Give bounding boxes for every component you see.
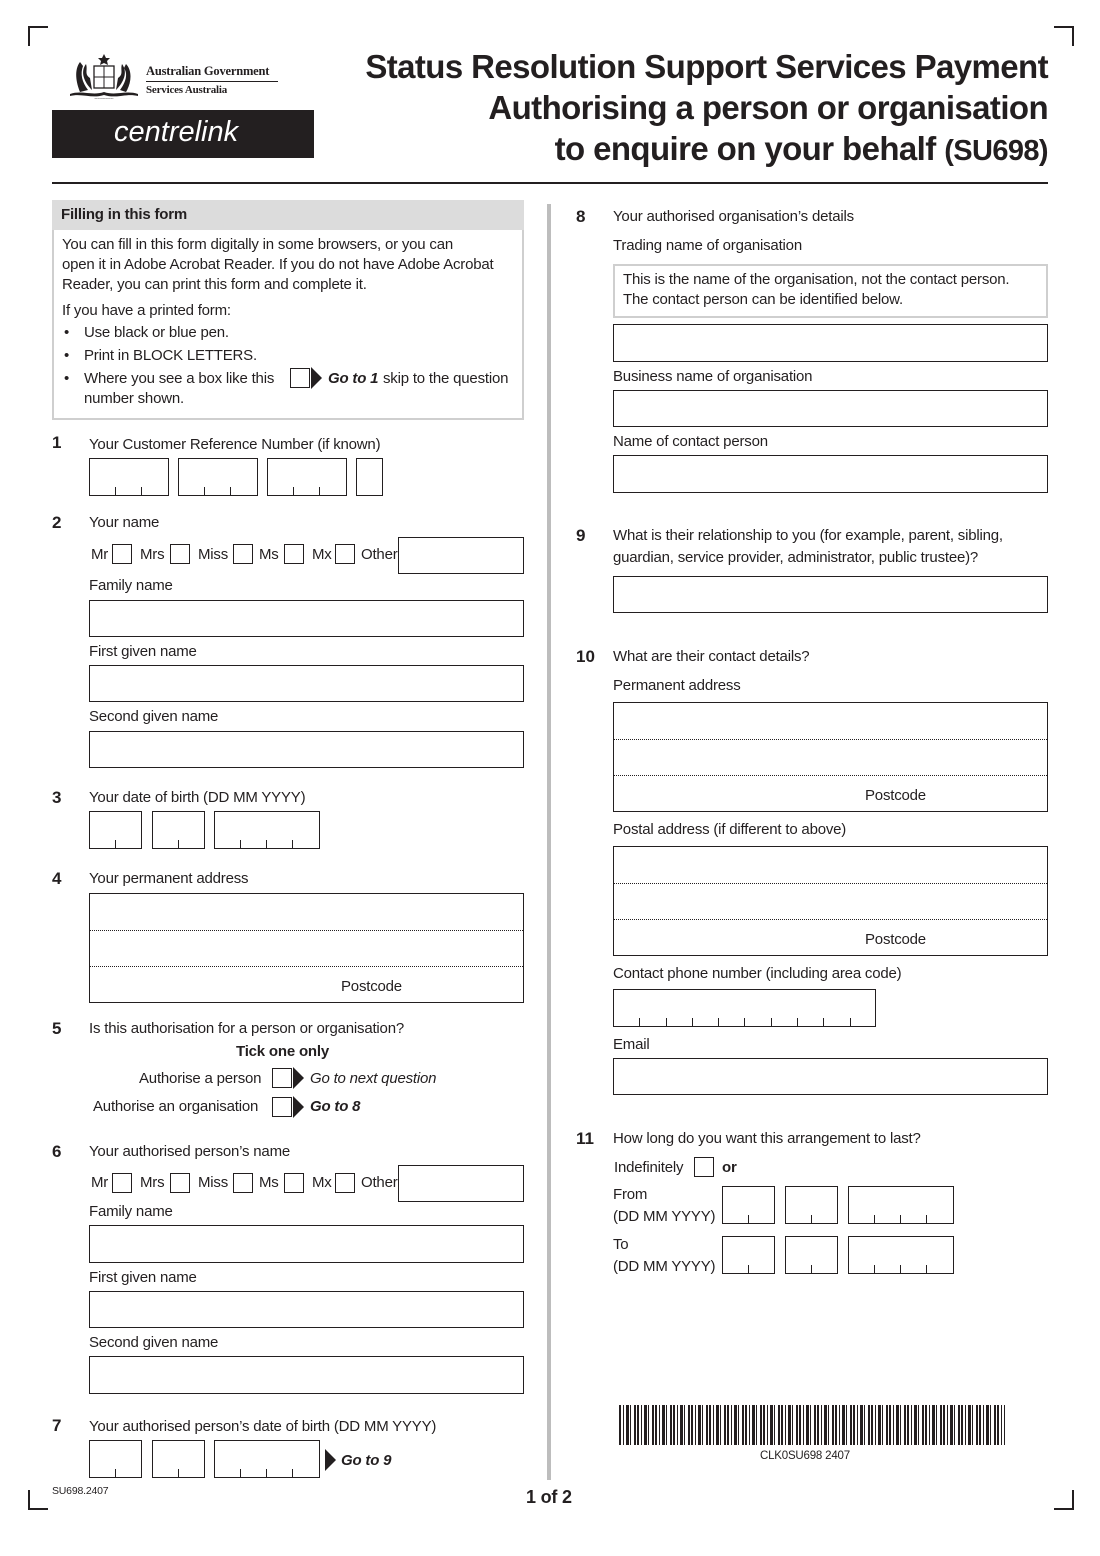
- email-label: Email: [613, 1036, 650, 1053]
- filling-heading: Filling in this form: [61, 206, 187, 223]
- auth-dob-month-field[interactable]: [152, 1440, 205, 1478]
- question-label: guardian, service provider, administrator, public trustee)?: [613, 549, 979, 566]
- note-line: The contact person can be identified below.: [623, 291, 903, 308]
- contact-person-field[interactable]: [613, 455, 1048, 493]
- auth-family-name-field[interactable]: [89, 1225, 524, 1263]
- dob-year-field[interactable]: [214, 811, 320, 849]
- form-code: (SU698): [944, 135, 1048, 167]
- second-name-label: Second given name: [89, 1334, 219, 1351]
- postal-address-label: Postal address (if different to above): [613, 821, 847, 838]
- auth-title-mr-checkbox[interactable]: [112, 1173, 132, 1193]
- page-number: 1 of 2: [526, 1487, 572, 1507]
- title-miss-checkbox[interactable]: [233, 544, 253, 564]
- title-other-field[interactable]: [398, 537, 524, 574]
- second-name-label: Second given name: [89, 708, 219, 725]
- business-name-field[interactable]: [613, 390, 1048, 427]
- goto-next-question: Go to next question: [310, 1070, 437, 1087]
- phone-label: Contact phone number (including area code): [613, 965, 902, 982]
- form-title-line2: Authorising a person or organisation: [488, 89, 1048, 126]
- question-label: Your permanent address: [89, 870, 249, 887]
- header-rule: [52, 182, 1048, 184]
- family-name-field[interactable]: [89, 600, 524, 637]
- question-label: Your date of birth (DD MM YYYY): [89, 789, 306, 806]
- title-other-label: Other: [361, 546, 398, 563]
- title-ms-label: Ms: [259, 1174, 279, 1191]
- gov-divider: [146, 81, 278, 82]
- agency-name: Services Australia: [146, 84, 228, 96]
- contact-person-label: Name of contact person: [613, 433, 768, 450]
- instructions-bullet: skip to the question: [383, 370, 509, 387]
- question-number: 1: [52, 433, 62, 452]
- permanent-address-field[interactable]: [89, 893, 524, 1003]
- title-mx-label: Mx: [312, 546, 332, 563]
- form-code-footer: SU698.2407: [52, 1485, 109, 1497]
- title-mx-label: Mx: [312, 1174, 332, 1191]
- question-label: Your name: [89, 514, 160, 531]
- or-label: or: [722, 1159, 737, 1176]
- question-number: 8: [576, 207, 586, 226]
- trading-name-field[interactable]: [613, 324, 1048, 362]
- goto-example: Go to 1: [328, 370, 379, 387]
- auth-dob-day-field[interactable]: [89, 1440, 142, 1478]
- title-mr-label: Mr: [91, 1174, 109, 1191]
- australian-government-logo: [66, 52, 286, 104]
- from-day-field[interactable]: [722, 1186, 775, 1224]
- crop-mark-bottom-left: [28, 1490, 48, 1510]
- from-year-field[interactable]: [848, 1186, 954, 1224]
- auth-title-ms-checkbox[interactable]: [284, 1173, 304, 1193]
- postcode-label: Postcode: [865, 931, 926, 948]
- filling-instructions-box: [52, 230, 524, 420]
- contact-permanent-address-field[interactable]: [613, 702, 1048, 812]
- question-number: 7: [52, 1416, 62, 1435]
- instructions-bullet: number shown.: [84, 390, 184, 407]
- title-other-label: Other: [361, 1174, 398, 1191]
- auth-dob-year-field[interactable]: [214, 1440, 320, 1478]
- crn-field-2[interactable]: [178, 458, 258, 496]
- goto-arrow-icon: [293, 1096, 304, 1118]
- crop-mark-bottom-right: [1054, 1490, 1074, 1510]
- title-mr-checkbox[interactable]: [112, 544, 132, 564]
- svg-text:~~~~~~~: ~~~~~~~: [94, 97, 114, 102]
- authorise-organisation-label: Authorise an organisation: [93, 1098, 259, 1115]
- question-number: 4: [52, 869, 62, 888]
- title-mx-checkbox[interactable]: [335, 544, 355, 564]
- postcode-label: Postcode: [865, 787, 926, 804]
- first-name-label: First given name: [89, 1269, 197, 1286]
- indefinitely-checkbox[interactable]: [694, 1157, 714, 1177]
- centrelink-wordmark: centrelink: [114, 116, 239, 148]
- question-number: 10: [576, 647, 595, 666]
- email-field[interactable]: [613, 1058, 1048, 1095]
- phone-field[interactable]: [613, 989, 876, 1027]
- filling-heading-bar: [52, 200, 524, 230]
- goto-9: Go to 9: [341, 1452, 392, 1469]
- authorise-person-checkbox[interactable]: [272, 1068, 292, 1088]
- title-miss-label: Miss: [198, 1174, 229, 1191]
- example-checkbox: [290, 368, 310, 388]
- title-mrs-label: Mrs: [140, 546, 165, 563]
- instructions-bullet: Print in BLOCK LETTERS.: [84, 347, 257, 364]
- second-name-field[interactable]: [89, 731, 524, 768]
- to-format-label: (DD MM YYYY): [613, 1258, 716, 1275]
- question-label: Your authorised person’s date of birth (DD MM YYYY): [89, 1418, 437, 1435]
- question-label: What is their relationship to you (for example, parent, sibling,: [613, 527, 1003, 544]
- to-year-field[interactable]: [848, 1236, 954, 1274]
- auth-title-mx-checkbox[interactable]: [335, 1173, 355, 1193]
- question-number: 9: [576, 526, 586, 545]
- family-name-label: Family name: [89, 577, 173, 594]
- instructions-line: You can fill in this form digitally in some browsers, or you can: [62, 236, 453, 253]
- indefinitely-label: Indefinitely: [614, 1159, 684, 1176]
- crop-mark-top-right: [1054, 26, 1074, 46]
- column-divider: [547, 204, 551, 1480]
- tick-one-only: Tick one only: [236, 1043, 329, 1060]
- goto-arrow-icon: [293, 1067, 304, 1089]
- first-name-label: First given name: [89, 643, 197, 660]
- family-name-label: Family name: [89, 1203, 173, 1220]
- from-label: From: [613, 1186, 648, 1203]
- crn-field-1[interactable]: [89, 458, 169, 496]
- title-miss-label: Miss: [198, 546, 229, 563]
- to-day-field[interactable]: [722, 1236, 775, 1274]
- auth-title-miss-checkbox[interactable]: [233, 1173, 253, 1193]
- title-mrs-label: Mrs: [140, 1174, 165, 1191]
- permanent-address-label: Permanent address: [613, 677, 741, 694]
- form-title-line3-text: to enquire on your behalf: [554, 130, 945, 167]
- instructions-bullet: Where you see a box like this: [84, 370, 275, 387]
- form-title-line1: Status Resolution Support Services Payment: [365, 48, 1048, 85]
- bullet: •: [64, 347, 70, 364]
- gov-name: Australian Government: [146, 64, 270, 78]
- question-number: 6: [52, 1142, 62, 1161]
- postcode-label: Postcode: [341, 978, 402, 995]
- question-label: Your authorised organisation’s details: [613, 208, 854, 225]
- crn-field-4[interactable]: [356, 458, 383, 496]
- to-month-field[interactable]: [785, 1236, 838, 1274]
- question-number: 3: [52, 788, 62, 807]
- business-name-label: Business name of organisation: [613, 368, 813, 385]
- centrelink-banner: [52, 110, 314, 158]
- coat-of-arms-icon: [66, 52, 142, 102]
- title-ms-checkbox[interactable]: [284, 544, 304, 564]
- authorise-organisation-checkbox[interactable]: [272, 1097, 292, 1117]
- goto-arrow-icon: [311, 367, 322, 389]
- trading-name-note: [613, 264, 1048, 318]
- question-label: How long do you want this arrangement to last?: [613, 1130, 921, 1147]
- barcode: [619, 1405, 1005, 1445]
- dob-month-field[interactable]: [152, 811, 205, 849]
- relationship-field[interactable]: [613, 576, 1048, 613]
- crop-mark-top-left: [28, 26, 48, 46]
- contact-postal-address-field[interactable]: [613, 846, 1048, 956]
- to-label: To: [613, 1236, 629, 1253]
- form-title-line3: [555, 129, 1048, 171]
- auth-title-other-field[interactable]: [398, 1165, 524, 1202]
- title-mrs-checkbox[interactable]: [170, 544, 190, 564]
- instructions-bullet: Use black or blue pen.: [84, 324, 229, 341]
- question-label: Your authorised person’s name: [89, 1143, 291, 1160]
- title-mr-label: Mr: [91, 546, 109, 563]
- authorise-person-label: Authorise a person: [139, 1070, 262, 1087]
- trading-name-label: Trading name of organisation: [613, 237, 802, 254]
- title-ms-label: Ms: [259, 546, 279, 563]
- bullet: •: [64, 370, 70, 387]
- goto-8: Go to 8: [310, 1098, 361, 1115]
- instructions-line: open it in Adobe Acrobat Reader. If you do not have Adobe Acrobat: [62, 256, 494, 273]
- question-label: Is this authorisation for a person or organisation?: [89, 1020, 404, 1037]
- barcode-text: CLK0SU698 2407: [760, 1450, 850, 1462]
- crn-field-3[interactable]: [267, 458, 347, 496]
- auth-title-mrs-checkbox[interactable]: [170, 1173, 190, 1193]
- dob-day-field[interactable]: [89, 811, 142, 849]
- question-number: 5: [52, 1019, 62, 1038]
- instructions-line: Reader, you can print this form and complete it.: [62, 276, 367, 293]
- auth-second-name-field[interactable]: [89, 1356, 524, 1394]
- question-number: 11: [576, 1129, 594, 1148]
- instructions-line: If you have a printed form:: [62, 302, 231, 319]
- first-name-field[interactable]: [89, 665, 524, 702]
- goto-arrow-icon: [325, 1449, 336, 1471]
- note-line: This is the name of the organisation, not the contact person.: [623, 271, 1010, 288]
- question-label: Your Customer Reference Number (if known): [89, 436, 381, 453]
- bullet: •: [64, 324, 70, 341]
- from-format-label: (DD MM YYYY): [613, 1208, 716, 1225]
- question-label: What are their contact details?: [613, 648, 810, 665]
- question-number: 2: [52, 513, 62, 532]
- auth-first-name-field[interactable]: [89, 1291, 524, 1328]
- from-month-field[interactable]: [785, 1186, 838, 1224]
